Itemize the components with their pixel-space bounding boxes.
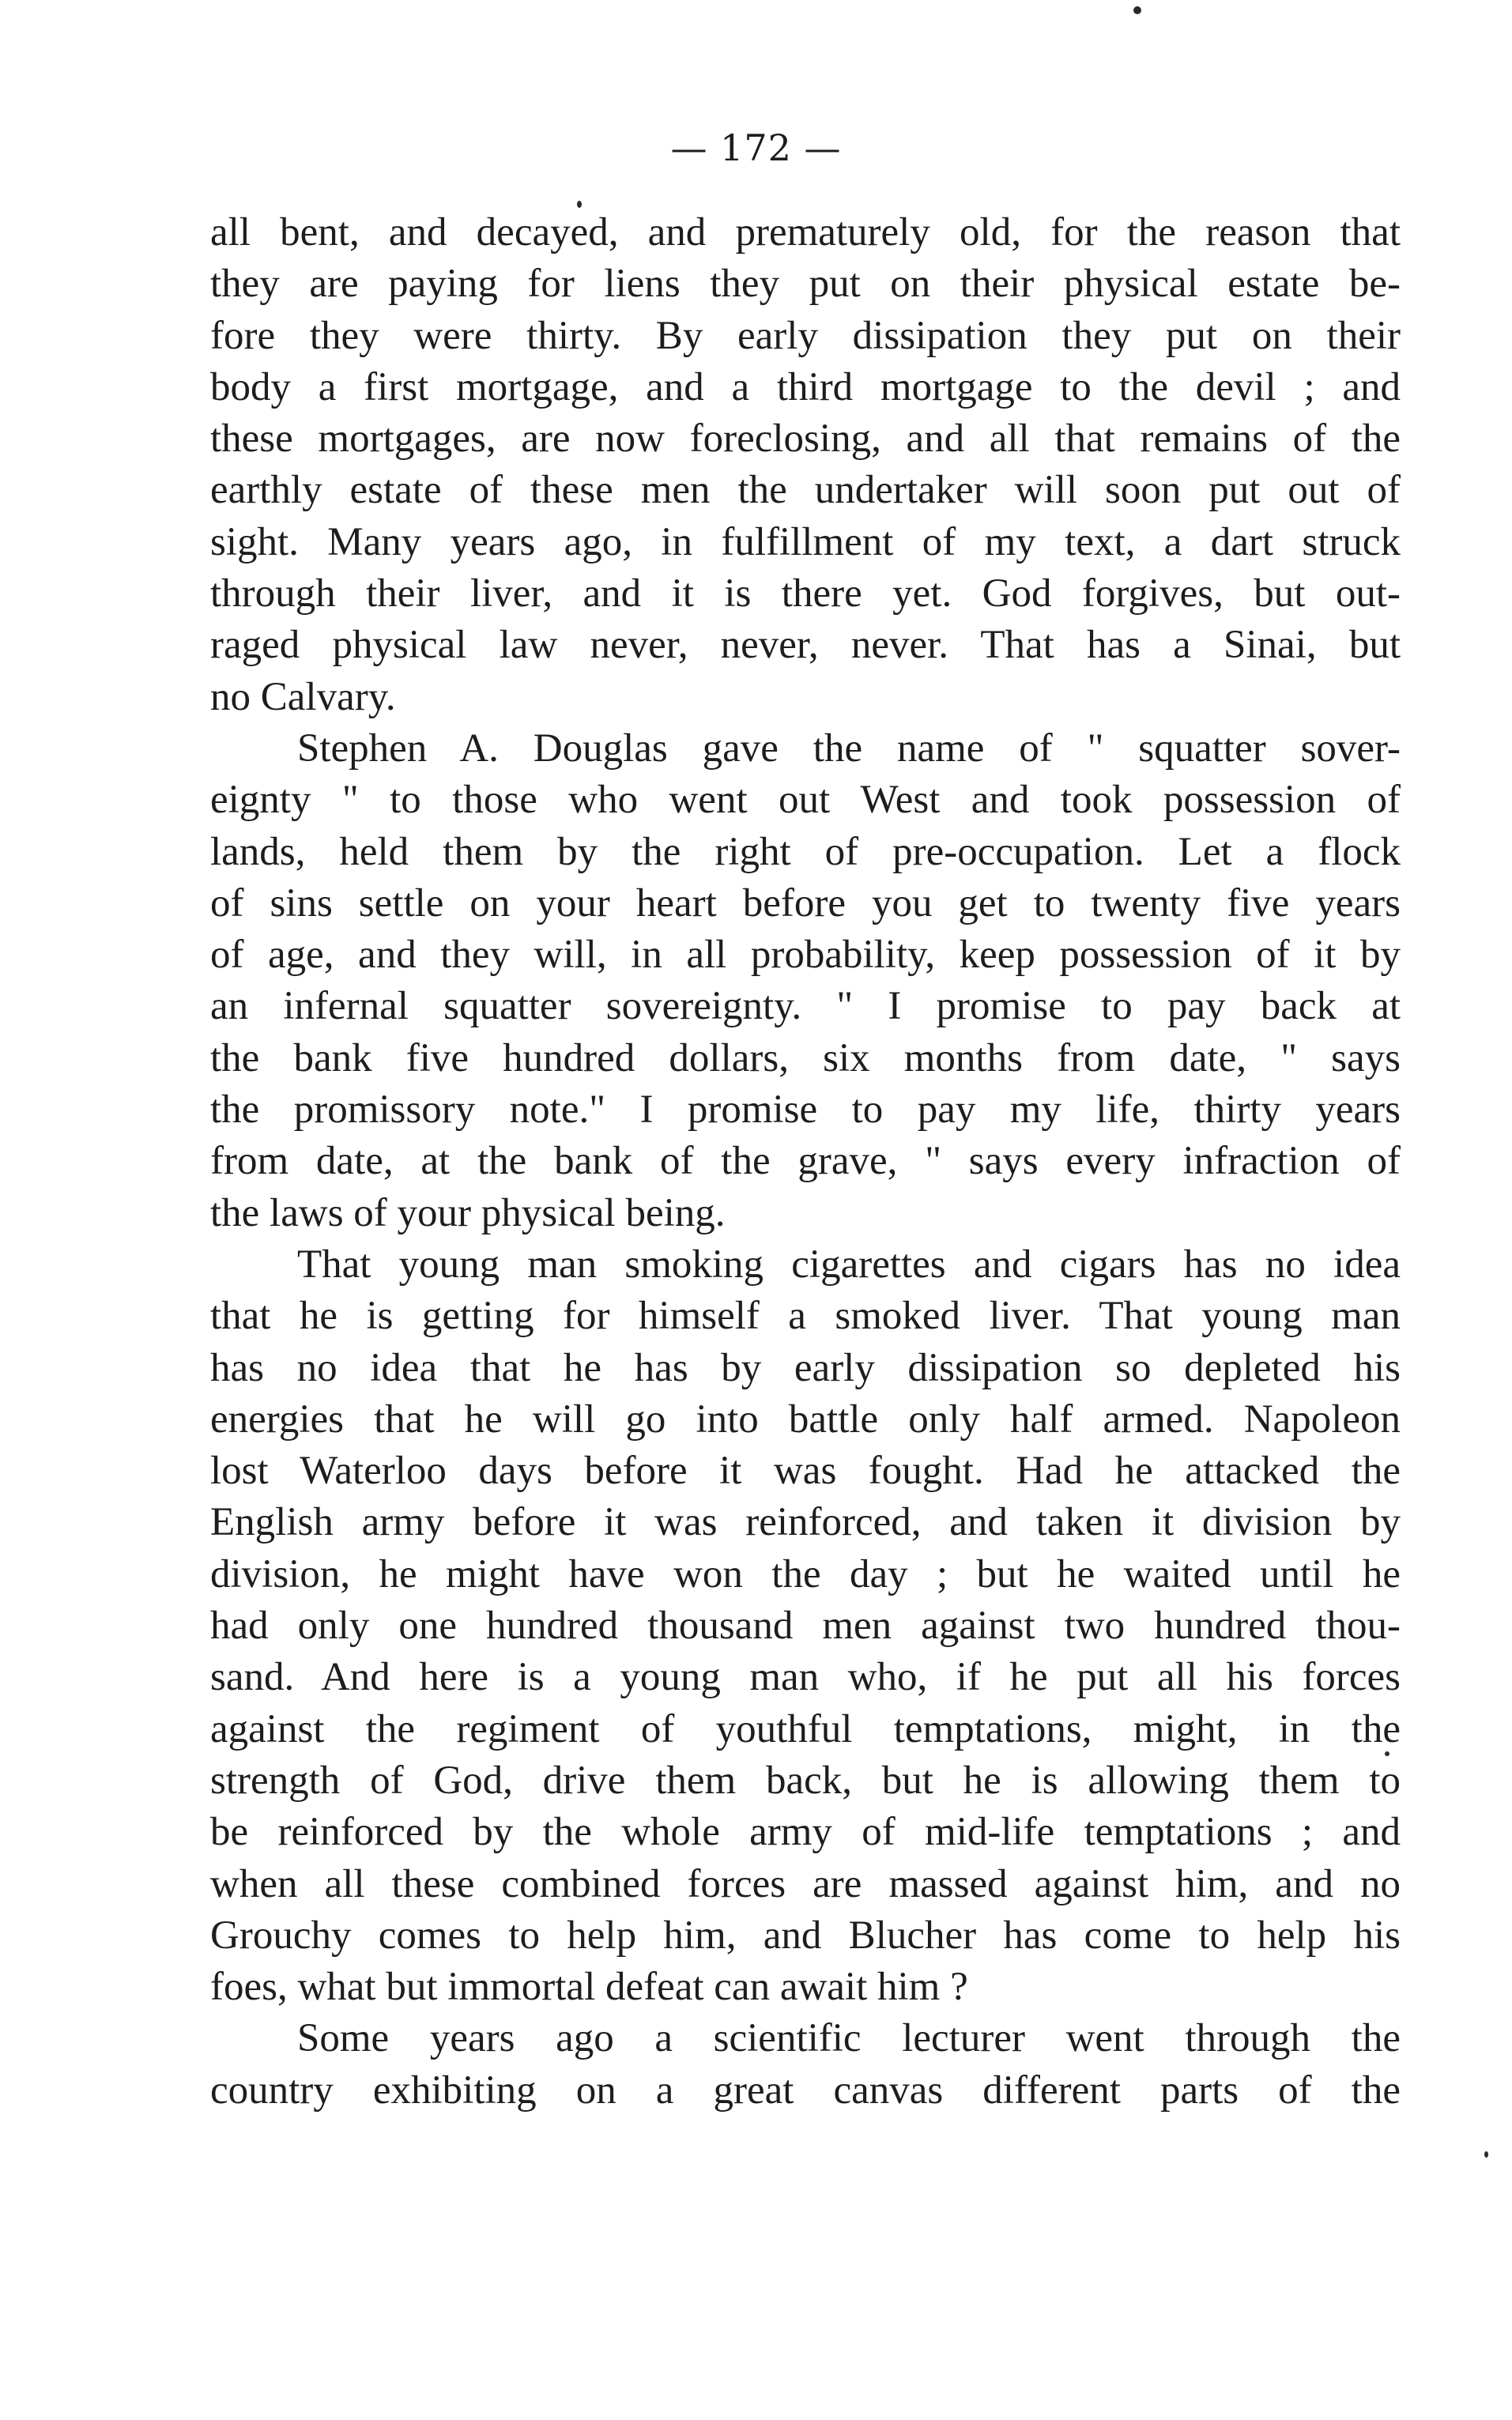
text-line: sand. And here is a young man who, if he put all his forces (210, 1655, 1401, 1700)
scan-speck (1385, 1751, 1389, 1756)
text-line: Some years ago a scientific lecturer went through the (297, 2016, 1401, 2061)
text-line: earthly estate of these men the undertaker will soon put out of (210, 468, 1401, 513)
text-line: raged physical law never, never, never. That has a Sinai, but (210, 623, 1401, 668)
text-line: all bent, and decayed, and prematurely old, for the reason that (210, 210, 1401, 254)
text-line: Stephen A. Douglas gave the name of " squatter sover- (297, 726, 1401, 771)
paragraph-liens (210, 207, 1401, 723)
text-line: of age, and they will, in all probability, keep possession of it by (210, 933, 1401, 978)
text-line: be reinforced by the whole army of mid-life temptations ; and (210, 1810, 1401, 1855)
text-line: Grouchy comes to help him, and Blucher has come to help his (210, 1913, 1401, 1958)
text-line: That young man smoking cigarettes and cigars has no idea (297, 1242, 1401, 1287)
text-line: these mortgages, are now foreclosing, and all that remains of the (210, 417, 1401, 462)
text-line: that he is getting for himself a smoked liver. That young man (210, 1294, 1401, 1339)
text-line: the promissory note." I promise to pay my life, thirty years (210, 1087, 1401, 1133)
text-line: from date, at the bank of the grave, " says every infraction of (210, 1139, 1401, 1184)
text-line: the bank five hundred dollars, six months from date, " says (210, 1035, 1401, 1080)
text-line: energies that he will go into battle only half armed. Napoleon (210, 1397, 1401, 1442)
text-line: through their liver, and it is there yet. God forgives, but out- (210, 571, 1401, 616)
text-line: lost Waterloo days before it was fought. Had he attacked the (210, 1449, 1401, 1494)
paragraph-lecturer (210, 2013, 1401, 2117)
text-line: against the regiment of youthful temptations, might, in the (210, 1706, 1401, 1751)
text-line: an infernal squatter sovereignty. " I promise to pay back at (210, 984, 1401, 1029)
text-line: lands, held them by the right of pre-occupation. Let a flock (210, 829, 1401, 874)
text-line: English army before it was reinforced, and taken it division by (210, 1500, 1401, 1545)
paragraph-squatter-sovereignty (210, 723, 1401, 1239)
text-line: they are paying for liens they put on their physical estate be- (210, 262, 1401, 307)
text-line: no Calvary. (210, 674, 396, 719)
scan-speck (1133, 6, 1141, 14)
scan-speck (577, 201, 582, 208)
text-line: strength of God, drive them back, but he is allowing them to (210, 1758, 1401, 1803)
text-line: foes, what but immortal defeat can await him ? (210, 1965, 968, 2010)
text-line: country exhibiting on a great canvas different parts of the (210, 2068, 1401, 2113)
text-line: eignty " to those who went out West and took possession of (210, 778, 1401, 823)
text-line: sight. Many years ago, in fulfillment of my text, a dart struck (210, 519, 1401, 564)
text-line: has no idea that he has by early dissipation so depleted his (210, 1345, 1401, 1390)
page-number: — 172 — (670, 126, 842, 169)
paragraph-young-man (210, 1239, 1401, 2013)
scan-speck (1484, 2151, 1488, 2158)
text-line: when all these combined forces are massed against him, and no (210, 1861, 1401, 1906)
body-text (210, 207, 1401, 2117)
text-line: the laws of your physical being. (210, 1190, 726, 1235)
text-line: of sins settle on your heart before you get to twenty five years (210, 880, 1401, 925)
text-line: had only one hundred thousand men against two hundred thou- (210, 1604, 1401, 1649)
text-line: body a first mortgage, and a third mortgage to the devil ; and (210, 364, 1401, 409)
text-line: division, he might have won the day ; but he waited until he (210, 1551, 1401, 1596)
text-line: fore they were thirty. By early dissipation they put on their (210, 313, 1401, 358)
